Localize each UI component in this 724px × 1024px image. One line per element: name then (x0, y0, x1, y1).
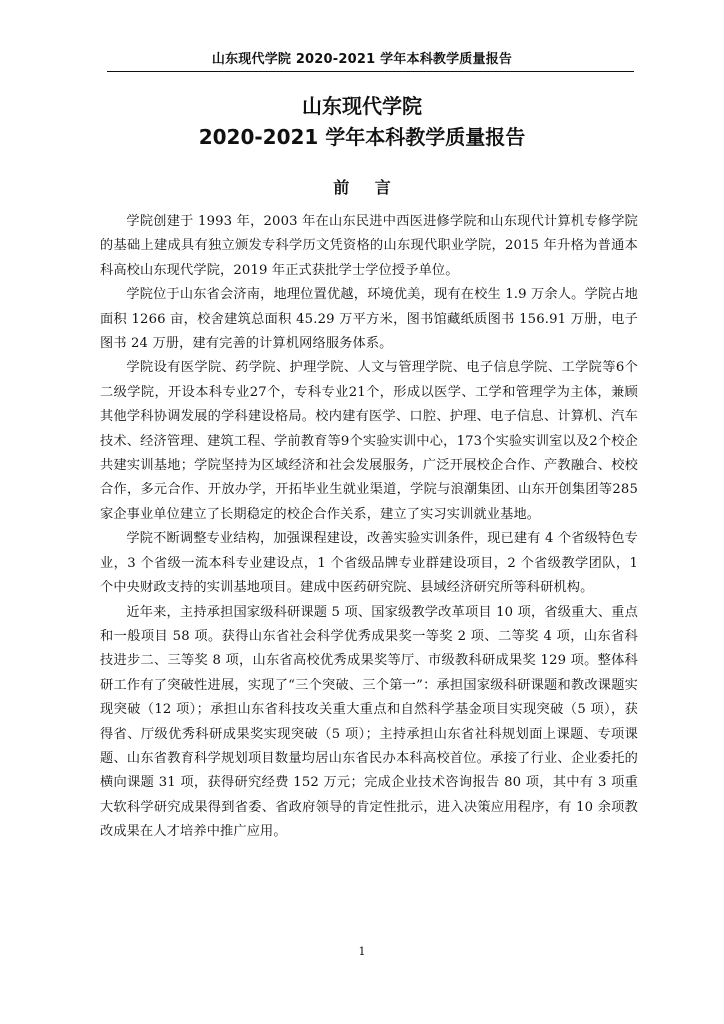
report-title-line1: 山东现代学院 (302, 94, 422, 118)
report-title-line2: 2020-2021 学年本科教学质量报告 (198, 125, 526, 149)
header-divider (107, 71, 634, 72)
paragraph-history: 学院创建于 1993 年，2003 年在山东民进中西医进修学院和山东现代计算机专修学院的基础上建成具有独立颁发专科学历文凭资格的山东现代职业学院，2015 年升格为普通本科高校山东现代学院，2019 年正式获批学士学位授予单位。 (100, 214, 638, 278)
running-header: 山东现代学院 2020-2021 学年本科教学质量报告 (211, 52, 513, 67)
paragraph-programs: 学院不断调整专业结构，加强课程建设，改善实验实训条件，现已建有 4 个省级特色专业，3 个省级一流本科专业建设点，1 个省级品牌专业群建设项目，2 个省级教学团队，1 个中央财政支持的实训基地项目。建成中医药研究院、县域经济研究所等科研机构。 (100, 531, 638, 596)
paragraph-location: 学院位于山东省会济南，地理位置优越，环境优美，现有在校生 1.9 万余人。学院占地面积 1266 亩，校舍建筑总面积 45.29 万平方米，图书馆藏纸质图书 156.91 万册，电子图书 24 万册，建有完善的计算机网络服务体系。 (100, 287, 638, 352)
paragraph-research: 近年来，主持承担国家级科研课题 5 项、国家级教学改革项目 10 项，省级重大、重点和一般项目 58 项。获得山东省社会科学优秀成果奖一等奖 2 项、二等奖 4 项，山东省科技进步二、三等奖 8 项，山东省高校优秀成果奖等厅、市级教科研成果奖 129 项。整体科研工作有了突破性进展，实现了“三个突破、三个第一”：承担国家级科研课题和教改课题实现突破（12 项）；承担山东省科技攻关重大重点和自然科学基金项目实现突破（5 项），获得省、厅级优秀科研成果奖实现突破（5 项）；主持承担山东省社科规划面上课题、专项课题、山东省教育科学规划项目数量均居山东省民办本科高校首位。承接了行业、企业委托的横向课题 31 项，获得研究经费 152 万元；完成企业技术咨询报告 80 项，其中有 3 项重大软科学研究成果得到省委、省政府领导的肯定性批示，进入决策应用程序，有 10 余项教改成果在人才培养中推广应用。 (100, 604, 638, 840)
section-title: 前 言 (333, 178, 401, 197)
page-number: 1 (358, 945, 366, 958)
paragraph-colleges: 学院设有医学院、药学院、护理学院、人文与管理学院、电子信息学院、工学院等6个二级学院，开设本科专业27个，专科专业21个，形成以医学、工学和管理学为主体，兼顾其他学科协调发展的学科建设格局。校内建有医学、口腔、护理、电子信息、计算机、汽车技术、经济管理、建筑工程、学前教育等9个实验实训中心，173个实验实训室以及2个校企共建实训基地；学院坚持为区域经济和社会发展服务，广泛开展校企合作、产教融合、校校合作，多元合作、开放办学，开拓毕业生就业渠道，学院与浪潮集团、山东开创集团等285家企事业单位建立了长期稳定的校企合作关系，建立了实习实训就业基地。 (100, 360, 638, 522)
document-body (100, 210, 638, 845)
